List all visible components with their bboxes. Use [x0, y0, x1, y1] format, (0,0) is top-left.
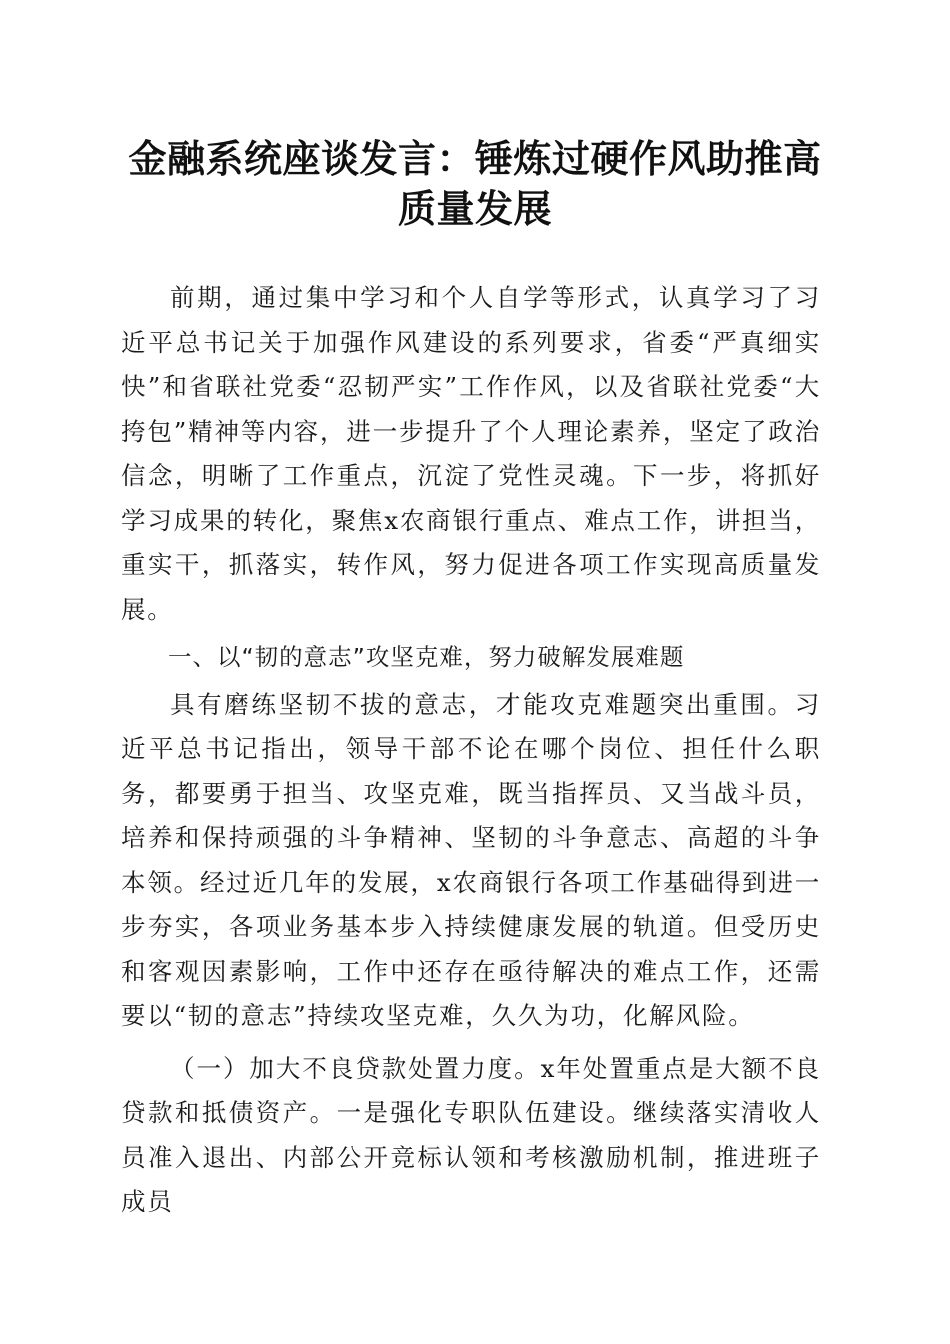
subsection-paragraph: （一）加大不良贷款处置力度。x年处置重点是大额不良贷款和抵债资产。一是强化专职队伍建设。继续落实清收人员准入退出、内部公开竞标认领和考核激励机制，推进班子成员 [121, 1053, 821, 1216]
intro-paragraph: 前期，通过集中学习和个人自学等形式，认真学习了习近平总书记关于加强作风建设的系列要求，省委“严真细实快”和省联社党委“忍韧严实”工作作风，以及省联社党委“大挎包”精神等内容，进一步提升了个人理论素养，坚定了政治信念，明晰了工作重点，沉淀了党性灵魂。下一步，将抓好学习成果的转化，聚焦x农商银行重点、难点工作，讲担当，重实干，抓落实，转作风，努力促进各项工作实现高质量发展。 [121, 283, 821, 624]
document-body [121, 276, 821, 1225]
section-heading: 一、以“韧的意志”攻坚克难，努力破解发展难题 [168, 643, 685, 671]
document-title: 金融系统座谈发言：锤炼过硬作风助推高质量发展 [128, 136, 822, 231]
section-paragraph: 具有磨练坚韧不拔的意志，才能攻克难题突出重围。习近平总书记指出，领导干部不论在哪个岗位、担任什么职务，都要勇于担当、攻坚克难，既当指挥员、又当战斗员，培养和保持顽强的斗争精神、坚韧的斗争意志、高超的斗争本领。经过近几年的发展，x农商银行各项工作基础得到进一步夯实，各项业务基本步入持续健康发展的轨道。但受历史和客观因素影响，工作中还存在亟待解决的难点工作，还需要以“韧的意志”持续攻坚克难，久久为功，化解风险。 [121, 689, 821, 1030]
